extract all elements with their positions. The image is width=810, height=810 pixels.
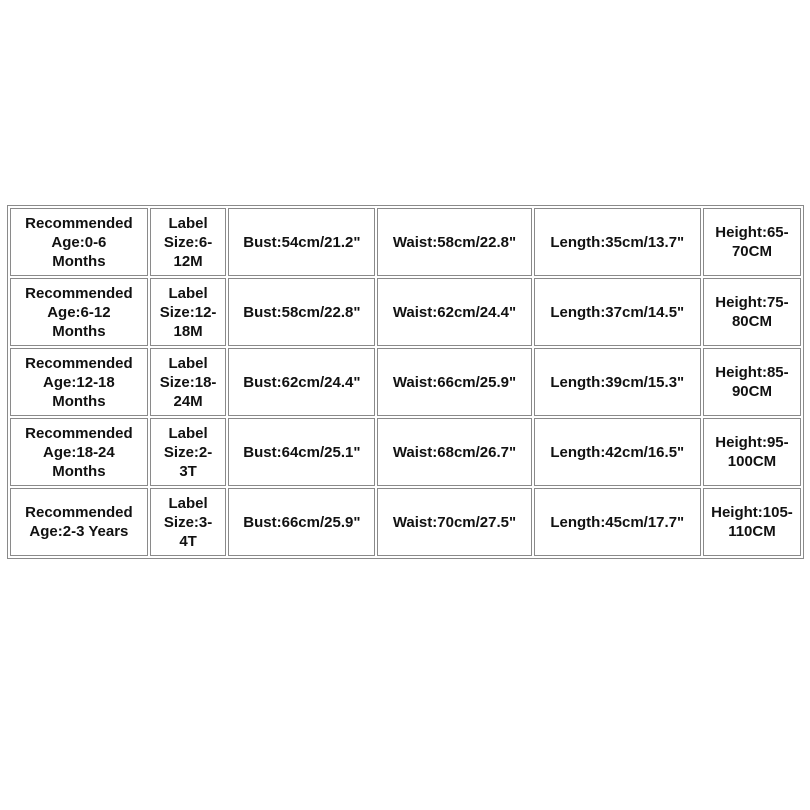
age-cell: Recommended Age:12-18 Months	[10, 348, 148, 416]
age-cell: Recommended Age:18-24 Months	[10, 418, 148, 486]
height-cell: Height:65- 70CM	[703, 208, 801, 276]
bust-cell: Bust:54cm/21.2"	[228, 208, 375, 276]
label-size-cell: Label Size:12- 18M	[150, 278, 227, 346]
bust-cell: Bust:58cm/22.8"	[228, 278, 375, 346]
label-size-cell: Label Size:6- 12M	[150, 208, 227, 276]
length-cell: Length:42cm/16.5"	[534, 418, 701, 486]
label-size-cell: Label Size:3- 4T	[150, 488, 227, 556]
height-cell: Height:85- 90CM	[703, 348, 801, 416]
waist-cell: Waist:62cm/24.4"	[377, 278, 531, 346]
table-row	[10, 418, 801, 486]
length-cell: Length:39cm/15.3"	[534, 348, 701, 416]
height-cell: Height:105- 110CM	[703, 488, 801, 556]
table-row	[10, 208, 801, 276]
size-chart-table	[7, 205, 804, 559]
label-size-cell: Label Size:18- 24M	[150, 348, 227, 416]
length-cell: Length:35cm/13.7"	[534, 208, 701, 276]
length-cell: Length:45cm/17.7"	[534, 488, 701, 556]
age-cell: Recommended Age:2-3 Years	[10, 488, 148, 556]
bust-cell: Bust:66cm/25.9"	[228, 488, 375, 556]
bust-cell: Bust:64cm/25.1"	[228, 418, 375, 486]
age-cell: Recommended Age:6-12 Months	[10, 278, 148, 346]
table-row	[10, 488, 801, 556]
table-row	[10, 348, 801, 416]
waist-cell: Waist:66cm/25.9"	[377, 348, 531, 416]
label-size-cell: Label Size:2- 3T	[150, 418, 227, 486]
table-row	[10, 278, 801, 346]
height-cell: Height:75- 80CM	[703, 278, 801, 346]
age-cell: Recommended Age:0-6 Months	[10, 208, 148, 276]
waist-cell: Waist:68cm/26.7"	[377, 418, 531, 486]
waist-cell: Waist:70cm/27.5"	[377, 488, 531, 556]
length-cell: Length:37cm/14.5"	[534, 278, 701, 346]
waist-cell: Waist:58cm/22.8"	[377, 208, 531, 276]
height-cell: Height:95- 100CM	[703, 418, 801, 486]
bust-cell: Bust:62cm/24.4"	[228, 348, 375, 416]
